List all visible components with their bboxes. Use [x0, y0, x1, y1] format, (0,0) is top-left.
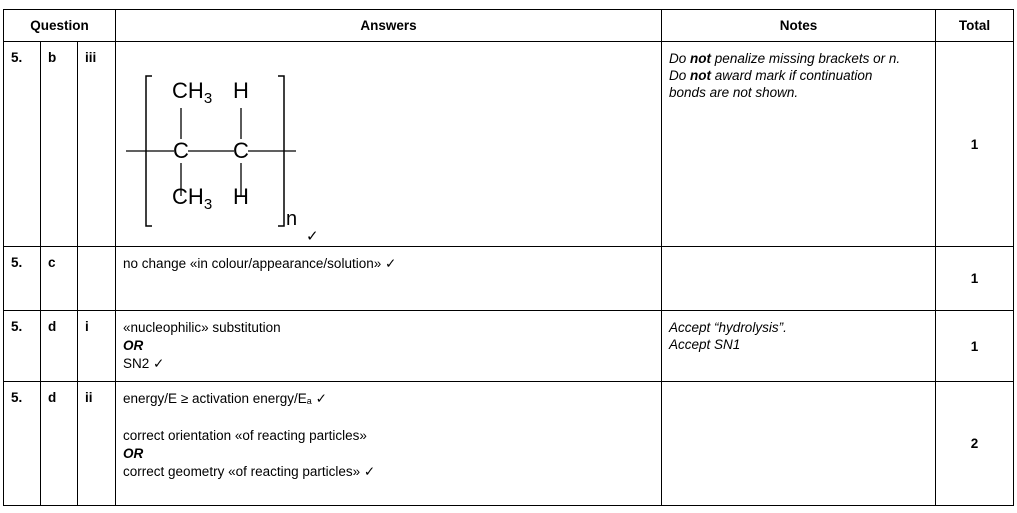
- total-marks: 1: [936, 42, 1014, 247]
- header-notes: Notes: [662, 10, 936, 42]
- answer-cell: [116, 42, 662, 247]
- total-marks: 1: [936, 247, 1014, 311]
- tick-icon: ✓: [306, 228, 319, 245]
- note-line: bonds are not shown.: [669, 85, 799, 100]
- answer-line: «nucleophilic» substitution: [123, 320, 281, 335]
- question-number: 5.: [4, 42, 41, 247]
- answer-cell: [116, 382, 662, 506]
- or-separator: OR: [123, 446, 144, 461]
- answer-line: correct orientation «of reacting particles»: [123, 428, 367, 443]
- header-total: Total: [936, 10, 1014, 42]
- header-row: [4, 10, 1014, 42]
- header-answers: Answers: [116, 10, 662, 42]
- or-separator: OR: [123, 338, 144, 353]
- table-row: [4, 247, 1014, 311]
- question-part: d: [41, 311, 78, 382]
- answer-line: no change «in colour/appearance/solution» ✓: [123, 256, 397, 271]
- markscheme-table: [3, 9, 1014, 506]
- question-subpart: i: [78, 311, 116, 382]
- notes-cell: [662, 42, 936, 247]
- top-right-atom: H: [233, 78, 249, 103]
- answer-line: SN2 ✓: [123, 356, 165, 371]
- right-carbon: C: [233, 138, 249, 163]
- notes-cell: [662, 311, 936, 382]
- table-row: [4, 42, 1014, 247]
- note-line: Accept “hydrolysis”.: [669, 320, 787, 335]
- answer-line: energy/E ≥ activation energy/$E_a$ ✓: [123, 391, 327, 406]
- question-number: 5.: [4, 382, 41, 506]
- total-marks: 1: [936, 311, 1014, 382]
- left-carbon: C: [173, 138, 189, 163]
- repeat-subscript-n: n: [286, 208, 298, 230]
- header-question: Question: [4, 10, 116, 42]
- bottom-left-group: $CH_3$: [172, 184, 213, 213]
- notes-cell: [662, 382, 936, 506]
- question-subpart: iii: [78, 42, 116, 247]
- notes-cell: [662, 247, 936, 311]
- table-row: [4, 382, 1014, 506]
- answer-cell: [116, 247, 662, 311]
- question-part: d: [41, 382, 78, 506]
- question-part: c: [41, 247, 78, 311]
- bottom-right-atom: H: [233, 184, 249, 209]
- question-number: 5.: [4, 247, 41, 311]
- answer-cell: [116, 311, 662, 382]
- note-line: Do not award mark if continuation: [669, 68, 873, 83]
- question-part: b: [41, 42, 78, 247]
- polymer-structure: [126, 56, 326, 246]
- question-number: 5.: [4, 311, 41, 382]
- note-line: Accept SN1: [669, 337, 741, 352]
- answer-line: correct geometry «of reacting particles» ✓: [123, 464, 376, 479]
- question-subpart: ii: [78, 382, 116, 506]
- total-marks: 2: [936, 382, 1014, 506]
- table-row: [4, 311, 1014, 382]
- top-left-group: $CH_3$: [172, 78, 213, 107]
- question-subpart: [78, 247, 116, 311]
- note-line: Do not penalize missing brackets or n.: [669, 51, 901, 66]
